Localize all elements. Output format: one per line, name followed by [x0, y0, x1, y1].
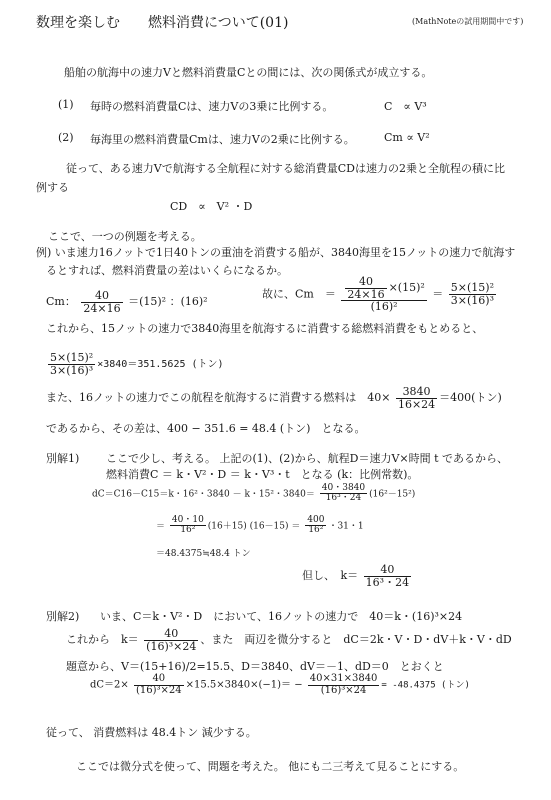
- therefore-formula: CD ∝ V² ・D: [170, 200, 253, 213]
- alt2-line-3: 題意から、V＝(15+16)/2=15.5、D＝3840、dV＝－1、dD＝0 とおくと: [66, 660, 444, 673]
- fraction: $\frac{40}{\text{16³・24}}$: [365, 563, 410, 589]
- alt1-line-2: 燃料消費C ＝ k・V²・D ＝ k・V³・t となる (k：比例常数)。: [106, 468, 419, 481]
- alt1-line-1: ここで少し、考える。 上記の(1)、(2)から、航程D＝速力V×時間 t であるから、: [106, 452, 509, 465]
- alt1-step-2: ＝ $\frac{40・10}{\text{16²}}$ (16＋15) (16－15) ＝ $\frac{400}{\text{16²}}$ ・31・1: [156, 515, 364, 536]
- equation-16kt: また、16ノットの速力でこの航程を航海するに消費する燃料は 40× $\frac{3840}{16\times 24}$ ＝400(トン): [46, 385, 502, 411]
- fraction: $\frac{40}{24\times 16}$: [83, 289, 121, 315]
- fraction: $\frac{40・3840}{\text{16³・24}}$: [321, 483, 366, 504]
- example-intro: ここで、一つの例題を考える。: [48, 230, 202, 243]
- rule-text: 毎時の燃料消費量Cは、速力Vの3乗に比例する。: [90, 100, 334, 113]
- closing-remark: ここでは微分式を使って、問題を考えた。 他にも二三考えて見ることにする。: [76, 760, 465, 773]
- equation-cm-result: 故に、Cm ＝ $\frac{40}{24\times 16}$ ×(15)² (16)² ＝ $\frac{\text{5×(15)²}}{\text{3×(16)³}}$: [262, 275, 495, 314]
- fraction: $\frac{400}{\text{16²}}$: [307, 515, 325, 536]
- alt1-dc-equation: dC＝C16－C15＝k・16²・3840 － k・15²・3840＝ $\frac{40・3840}{\text{16³・24}}$ (16²－15²): [92, 483, 416, 504]
- therefore-line-2: 例する: [36, 181, 69, 194]
- fraction: $\frac{\text{5×(15)²}}{\text{3×(16)³}}$: [50, 351, 94, 377]
- rule-number: (2): [58, 131, 74, 144]
- example-question-1: 例) いま速力16ノットで1日40トンの重油を消費する船が、3840海里を15ノットの速力で航海す: [36, 246, 516, 259]
- example-question-2: るとすれば、燃料消費量の差はいくらになるか。: [46, 264, 288, 277]
- fraction: $\frac{40}{\text{(16)³×24}}$: [146, 627, 197, 653]
- rule-text: 毎海里の燃料消費量Cmは、速力Vの2乗に比例する。: [90, 133, 355, 146]
- rule-formula: C ∝ V³: [384, 100, 427, 113]
- alt2-label: 別解2): [46, 610, 80, 623]
- equation-cm: Cm： $\frac{40}{24\times 16}$ ＝(15)² ：(16)²: [46, 289, 208, 315]
- alt2-line-1: いま、C＝k・V²・D において、16ノットの速力で 40＝k・(16)³×24: [100, 610, 463, 623]
- alt2-line-2: これから k＝ $\frac{40}{\text{(16)³×24}}$ 、また 両辺を微分すると dC＝2k・V・D・dV＋k・V・dD: [66, 627, 512, 653]
- total-consumption-line: これから、15ノットの速力で3840海里を航海するに消費する総燃料消費をもとめると、: [46, 322, 484, 335]
- intro-text: 船舶の航海中の速力Vと燃料消費量Cとの間には、次の関係式が成立する。: [64, 66, 433, 79]
- alt1-approx: ＝48.4375≒48.4 トン: [156, 549, 251, 559]
- therefore-label: 故に、Cm ＝: [262, 287, 336, 301]
- compound-fraction: $\frac{40}{24\times 16}$ ×(15)² (16)²: [341, 276, 426, 313]
- fraction: $\frac{40}{\text{(16)³×24}}$: [135, 673, 182, 696]
- fraction: $\frac{3840}{16\times 24}$: [397, 385, 436, 411]
- conclusion: 従って、 消費燃料は 48.4トン 減少する。: [46, 726, 257, 739]
- fraction: $\frac{\text{5×(15)²}}{\text{3×(16)³}}$: [450, 281, 495, 307]
- fraction: $\frac{40\times 31\times 3840}{\text{(16)³×24}}$: [309, 673, 378, 696]
- alt2-dc-equation: dC＝2× $\frac{40}{\text{(16)³×24}}$ ×15.5×3840×(−1)＝ − $\frac{40\times 31\times 3840}{\text{(16)³×24}}$ = -48.4375 (トン): [90, 673, 470, 696]
- alt1-k-definition: 但し、 k＝ $\frac{40}{\text{16³・24}}$: [302, 563, 410, 589]
- cm-label: Cm：: [46, 295, 76, 309]
- difference-line: であるから、その差は、400 − 351.6 = 48.4 (トン) となる。: [46, 422, 366, 435]
- trial-note: (MathNoteの試用期間中です): [412, 17, 524, 26]
- fraction: $\frac{40・10}{\text{16²}}$: [171, 515, 204, 536]
- page-title: 数理を楽しむ 燃料消費について(01): [36, 15, 289, 31]
- alt1-label: 別解1): [46, 452, 80, 465]
- rule-number: (1): [58, 98, 74, 111]
- rule-formula: Cm ∝ V²: [384, 131, 430, 144]
- equation-total: $\frac{\text{5×(15)²}}{\text{3×(16)³}}$ ×3840＝351.5625 (トン): [50, 351, 224, 377]
- therefore-line-1: 従って、ある速力Vで航海する全航程に対する総消費量CDは速力の2乗と全航程の積に比: [66, 162, 505, 175]
